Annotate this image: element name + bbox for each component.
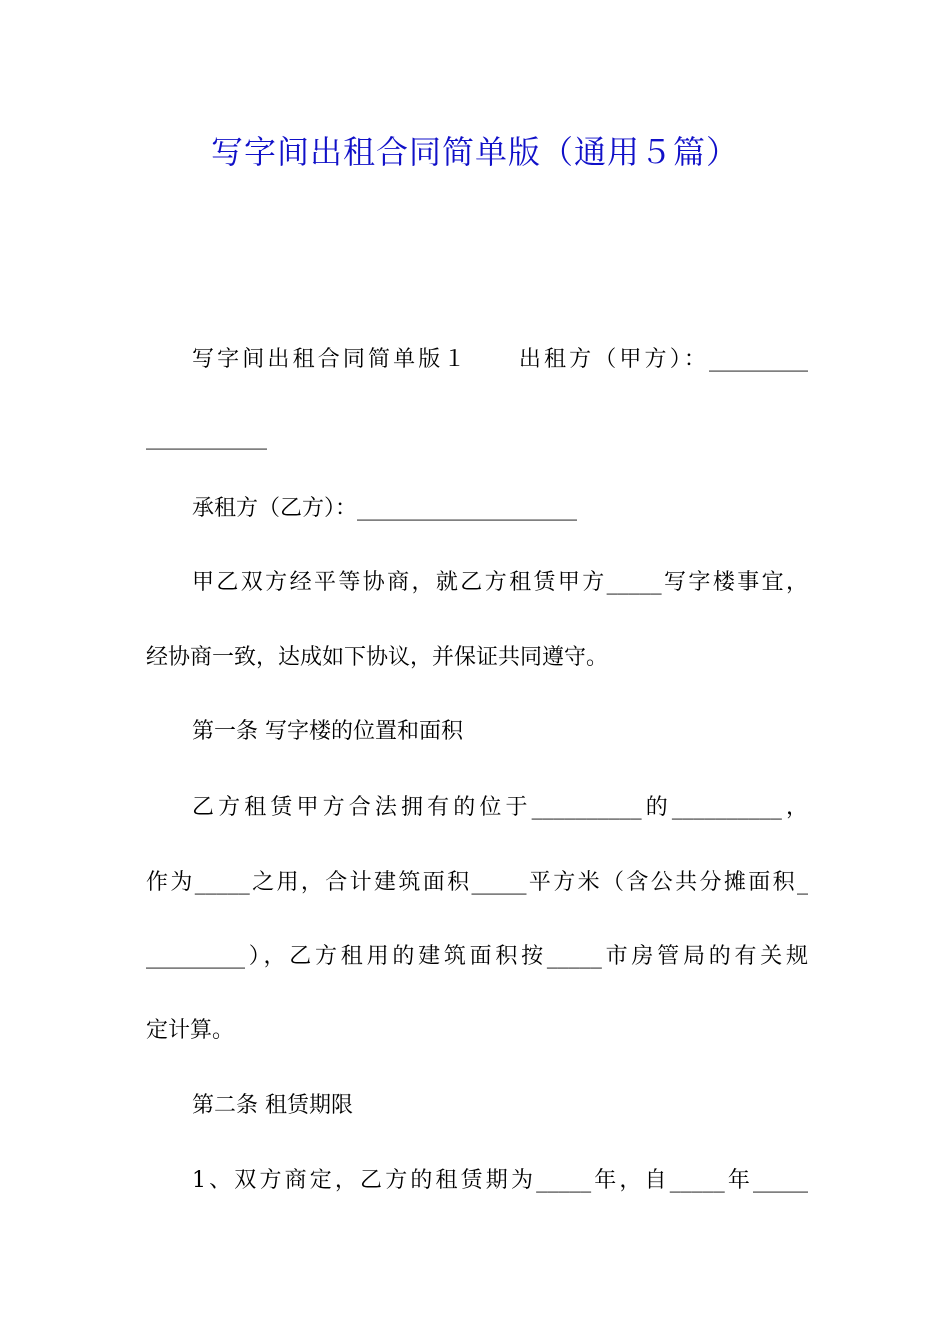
article-1-text-line-2: 作为_____之用，合计建筑面积_____平方米（含公共分摊面积_ — [146, 870, 808, 895]
article-2-item-1-line: 1、双方商定，乙方的租赁期为_____年，自_____年_____ — [192, 1168, 808, 1193]
document-title: 写字间出租合同简单版（通用５篇） — [210, 133, 739, 171]
article-1-text-line-3: _________），乙方租用的建筑面积按_____市房管局的有关规 — [146, 944, 808, 969]
paragraph-lessor-line: 写字间出租合同简单版１ 出租方（甲方）：_________ — [192, 347, 808, 372]
article-1-text-line-4: 定计算。 — [146, 1018, 235, 1043]
paragraph-lessor-continuation: ___________ — [146, 425, 267, 450]
article-2-heading: 第二条 租赁期限 — [192, 1093, 353, 1118]
article-1-heading: 第一条 写字楼的位置和面积 — [192, 719, 463, 744]
article-1-text-line-1: 乙方租赁甲方合法拥有的位于__________的__________， — [192, 795, 808, 820]
paragraph-lessee-line: 承租方（乙方）：____________________ — [192, 496, 578, 521]
paragraph-agreement-line-1: 甲乙双方经平等协商，就乙方租赁甲方_____写字楼事宜， — [192, 570, 808, 595]
paragraph-agreement-line-2: 经协商一致，达成如下协议，并保证共同遵守。 — [146, 645, 609, 670]
